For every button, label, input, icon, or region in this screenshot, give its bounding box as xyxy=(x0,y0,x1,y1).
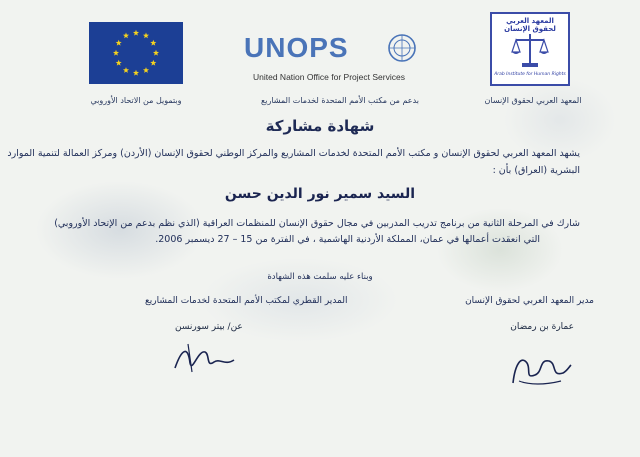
eu-star-icon xyxy=(116,60,122,66)
eu-flag-logo xyxy=(89,22,183,84)
eu-star-icon xyxy=(143,67,149,73)
left-signatory-title: المدير القطري لمكتب الأمم المتحدة لخدمات المشاريع xyxy=(145,296,348,306)
eu-star-icon xyxy=(133,70,139,76)
eu-star-icon xyxy=(150,40,156,46)
un-emblem-icon xyxy=(385,31,419,65)
unops-wordmark: UNOPS xyxy=(244,32,349,63)
recipient-name: السيد سمير نور الدين حسن xyxy=(224,186,416,202)
left-signatory-name: عن/ بيتر سورنسن xyxy=(175,322,243,332)
body-line-1: يشهد المعهد العربي لحقوق الإنسان و مكتب الأمم المتحدة لخدمات المشاريع والمركز الوطني لحقوق الإنسان (الأردن) ومركز العمالة لتنمية الموارد xyxy=(7,148,580,159)
certificate-title: شهادة مشاركة xyxy=(265,117,375,135)
eu-star-icon xyxy=(113,50,119,56)
aihr-logo-english: Arab Institute for Human Rights xyxy=(494,72,566,77)
eu-caption: وبتمويل من الاتحاد الأوروبي xyxy=(90,96,182,105)
right-signature-icon xyxy=(505,345,575,390)
eu-star-icon xyxy=(123,67,129,73)
eu-stars-icon xyxy=(89,22,183,84)
eu-star-icon xyxy=(150,60,156,66)
aihr-logo-text: المعهد العربي لحقوق الإنسان xyxy=(504,17,556,33)
body-line-2: البشرية (العراق) بأن : xyxy=(492,165,580,176)
aihr-caption: المعهد العربي لحقوق الإنسان xyxy=(484,96,582,105)
eu-star-icon xyxy=(123,32,129,38)
unops-full-name: United Nation Office for Project Services xyxy=(253,72,405,82)
eu-star-icon xyxy=(116,40,122,46)
eu-star-icon xyxy=(153,50,159,56)
eu-star-icon xyxy=(133,30,139,36)
body-line-4: التي انعقدت أعمالها في عمان، المملكة الأردنية الهاشمية ، في الفترة من 15 – 27 ديسمبر 2006. xyxy=(155,234,540,245)
left-signature-icon xyxy=(170,338,240,378)
eu-star-icon xyxy=(143,32,149,38)
closing-line: وبناء عليه سلمت هذه الشهادة xyxy=(267,272,373,282)
body-line-3: شارك في المرحلة الثانية من برنامج تدريب المدربين في مجال حقوق الإنسان للمنظمات العراقية (الذي نظم بدعم من الإتحاد الأوروبي) xyxy=(54,218,580,229)
scales-icon xyxy=(510,30,550,70)
aihr-logo xyxy=(490,12,570,86)
unops-caption: بدعم من مكتب الأمم المتحدة لخدمات المشاريع xyxy=(260,96,420,105)
right-signatory-title: مدير المعهد العربي لحقوق الإنسان xyxy=(465,296,594,306)
right-signatory-name: عمارة بن رمضان xyxy=(510,322,574,332)
